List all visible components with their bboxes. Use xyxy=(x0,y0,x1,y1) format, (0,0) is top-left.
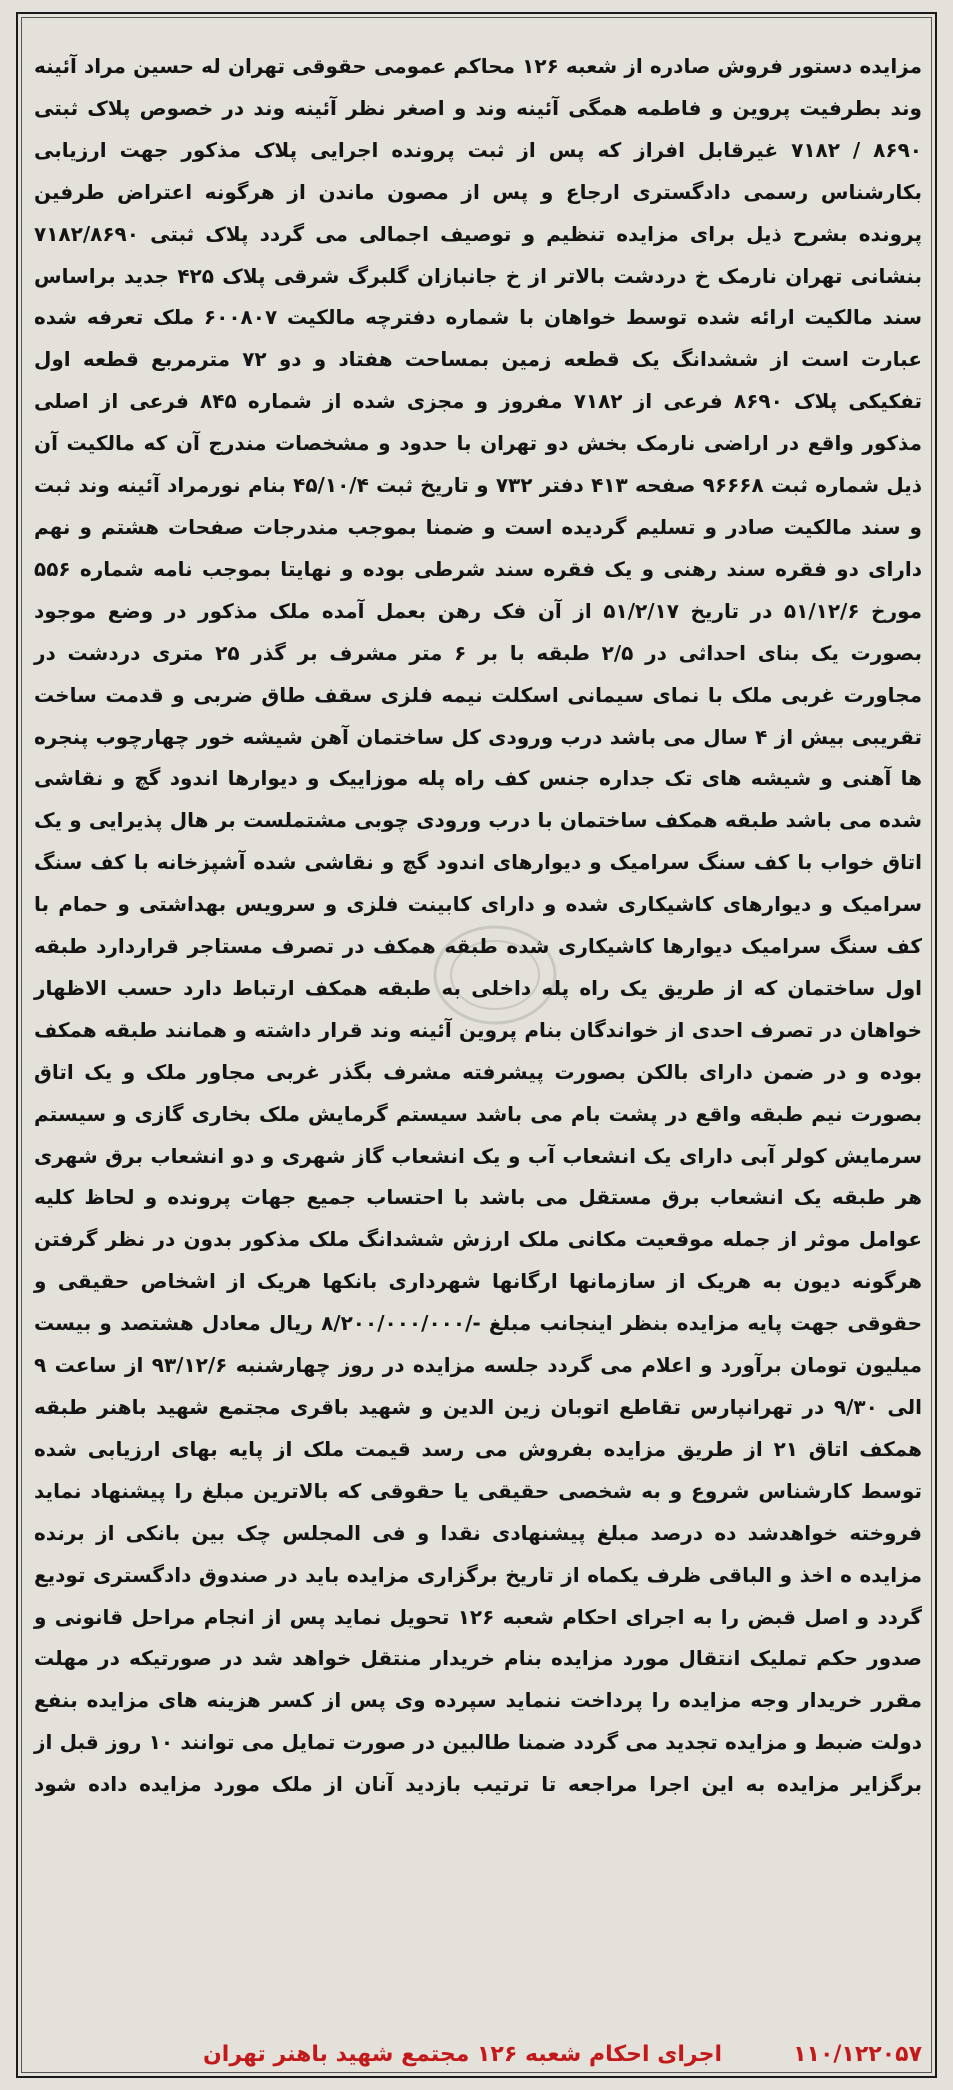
notice-footer xyxy=(34,2042,922,2078)
issuing-authority: اجرای احکام شعبه ۱۲۶ مجتمع شهید باهنر تهران xyxy=(203,2042,722,2067)
auction-notice-body: مزایده دستور فروش صادره از شعبه ۱۲۶ محاکم عمومی حقوقی تهران له حسین مراد آئینه وند بطرفیت پروین و فاطمه همگی آئینه وند و اصغر نظر آئینه وند در خصوص پلاک ثبتی ۸۶۹۰ / ۷۱۸۲ غیرقابل افراز که پس از ثبت پرونده اجرایی پلاک مذکور جهت ارزیابی بکارشناس رسمی دادگستری ارجاع و پس از مصون ماندن از هرگونه اعتراض طرفین پرونده بشرح ذیل برای مزایده تنظیم و توصیف اجمالی می گردد پلاک ثبتی ۷۱۸۲/۸۶۹۰ بنشانی تهران نارمک خ دردشت بالاتر از خ جانبازان گلبرگ شرقی پلاک ۴۲۵ جدید براساس سند مالکیت ارائه شده توسط خواهان با شماره دفترچه مالکیت ۶۰۰۸۰۷ ملک تعرفه شده عبارت است از ششدانگ یک قطعه زمین بمساحت هفتاد و دو ۷۲ مترمربع قطعه اول تفکیکی پلاک ۸۶۹۰ فرعی از ۷۱۸۲ مفروز و مجزی شده از شماره ۸۴۵ فرعی از اصلی مذکور واقع در اراضی نارمک بخش دو تهران با حدود و مشخصات مندرج آن که مالکیت آن ذیل شماره ثبت ۹۶۶۶۸ صفحه ۴۱۳ دفتر ۷۳۲ و تاریخ ثبت ۴۵/۱۰/۴ بنام نورمراد آئینه وند ثبت و سند مالکیت صادر و تسلیم گردیده است و ضمنا بموجب مندرجات صفحات هشتم و نهم دارای دو فقره سند رهنی و یک فقره سند شرطی بوده و نهایتا بموجب نامه شماره ۵۵۶ مورخ ۵۱/۱۲/۶ در تاریخ ۵۱/۲/۱۷ از آن فک رهن بعمل آمده ملک مذکور در وضع موجود بصورت یک بنای احداثی در ۲/۵ طبقه با بر ۶ متر مشرف بر گذر ۲۵ متری دردشت در مجاورت غربی ملک با نمای سیمانی اسکلت نیمه فلزی سقف طاق ضربی و قدمت ساخت تقریبی بیش از ۴ سال می باشد درب ورودی کل ساختمان آهن شیشه خور چهارچوب پنجره ها آهنی و شیشه های تک جداره جنس کف راه پله موزاییک و دیوارها اندود گچ و نقاشی شده می باشد طبقه همکف ساختمان با درب ورودی چوبی مشتملست بر هال پذیرایی و یک اتاق خواب با کف سنگ سرامیک و دیوارهای اندود گچ و نقاشی شده آشپزخانه با کف سنگ سرامیک و دیوارهای کاشیکاری شده و دارای کابینت فلزی و سرویس بهداشتی و حمام با کف سنگ سرامیک دیوارها کاشیکاری شده طبقه همکف در تصرف مستاجر قراردارد طبقه اول ساختمان که از طریق یک راه پله داخلی به طبقه همکف ارتباط دارد حسب الاظهار خواهان در تصرف احدی از خواندگان بنام پروین آئینه وند قرار داشته و همانند طبقه همکف بوده و در ضمن دارای بالکن بصورت پیشرفته مشرف بگذر غربی مجاور ملک و یک اتاق بصورت نیم طبقه واقع در پشت بام می باشد سیستم گرمایش ملک بخاری گازی و سیستم سرمایش کولر آبی دارای یک انشعاب آب و یک انشعاب گاز شهری و دو انشعاب برق شهری هر طبقه یک انشعاب برق مستقل می باشد با احتساب جمیع جهات پرونده و لحاظ کلیه عوامل موثر از جمله موقعیت مکانی ملک ارزش ششدانگ ملک مذکور بدون در نظر گرفتن هرگونه دیون به هریک از سازمانها ارگانها شهرداری بانکها هریک از اشخاص حقیقی و حقوقی جهت پایه مزایده بنظر اینجانب مبلغ -/۸/۲۰۰/۰۰۰/۰۰۰ ریال معادل هشتصد و بیست میلیون تومان برآورد و اعلام می گردد جلسه مزایده در روز چهارشنبه ۹۳/۱۲/۶ از ساعت ۹ الی ۹/۳۰ در تهرانپارس تقاطع اتوبان زین الدین و شهید باقری مجتمع شهید باهنر طبقه همکف اتاق ۲۱ از طریق مزایده بفروش می رسد قیمت ملک از پایه بهای ارزیابی شده توسط کارشناس شروع و به شخصی حقیقی یا حقوقی که بالاترین مبلغ را پیشنهاد نماید فروخته خواهدشد ده درصد مبلغ پیشنهادی نقدا و فی المجلس چک بین بانکی از برنده مزایده ه اخذ و الباقی ظرف یکماه از تاریخ برگزاری مزایده باید در صندوق دادگستری تودیع گردد و اصل قبض را به اجرای احکام شعبه ۱۲۶ تحویل نماید پس از انجام مراحل قانونی و صدور حکم تملیک انتقال مورد مزایده بنام خریدار منتقل خواهد شد در صورتیکه در مهلت مقرر خریدار وجه مزایده را پرداخت ننماید سپرده وی پس از کسر هزینه های مزایده بنفع دولت ضبط و مزایده تجدید می گردد ضمنا طالبین در صورت تمایل می توانند ۱۰ روز قبل از برگزایر مزایده به این اجرا مراجعه تا ترتیب بازدید آنان از ملک مورد مزایده داده شود xyxy=(34,54,923,1797)
notice-code: ۱۱۰/۱۲۲۰۵۷ xyxy=(793,2042,922,2067)
